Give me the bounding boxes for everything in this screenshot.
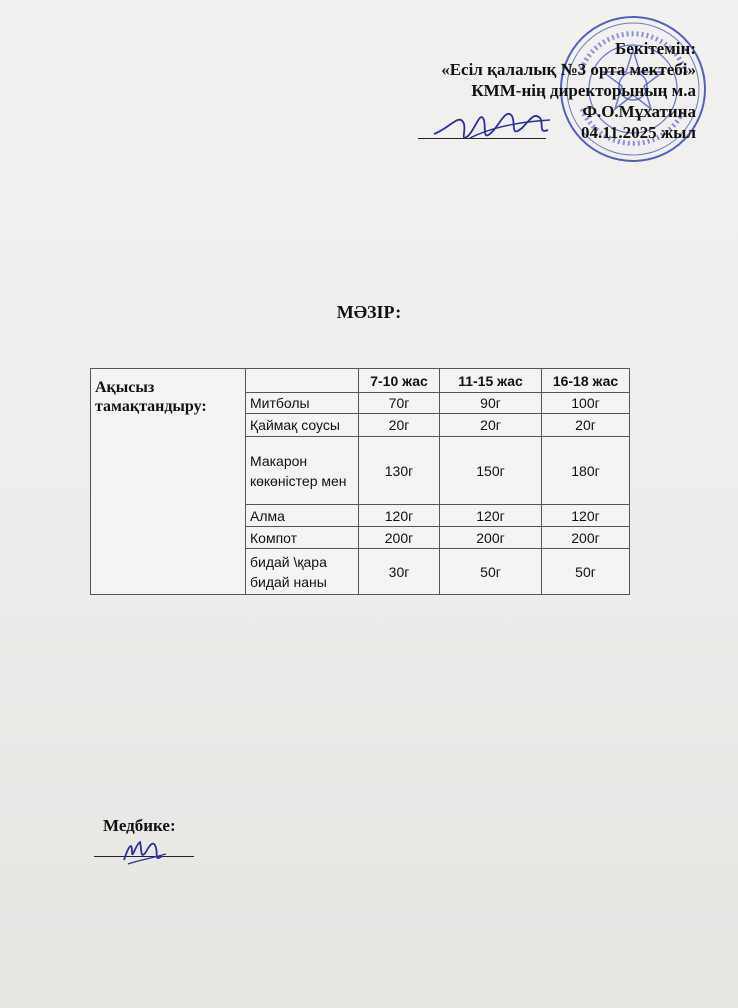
portion-cell: 20г	[359, 414, 440, 437]
header-cell: 16-18 жас	[542, 369, 630, 393]
portion-cell: 200г	[440, 527, 542, 549]
portion-cell: 20г	[440, 414, 542, 437]
approval-date: 04.11.2025 жыл	[581, 123, 696, 142]
dish-name: Компот	[246, 527, 359, 549]
portion-cell: 130г	[359, 437, 440, 505]
portion-cell: 200г	[359, 527, 440, 549]
portion-cell: 100г	[542, 393, 630, 414]
portion-cell: 20г	[542, 414, 630, 437]
portion-cell: 70г	[359, 393, 440, 414]
portion-cell: 90г	[440, 393, 542, 414]
director-name: Ф.О.Мұхатина	[582, 102, 696, 121]
nurse-label: Медбике:	[103, 816, 176, 835]
school-name: «Есіл қалалық №3 орта мектебі»	[441, 60, 696, 79]
portion-cell: 120г	[359, 505, 440, 527]
menu-category: Ақысыз тамақтандыру:	[91, 369, 246, 595]
portion-cell: 120г	[440, 505, 542, 527]
header-cell	[246, 369, 359, 393]
director-signature-icon	[430, 98, 560, 150]
dish-name: Макарон көкөністер мен	[246, 437, 359, 505]
header-cell: 11-15 жас	[440, 369, 542, 393]
dish-name: Қаймақ соусы	[246, 414, 359, 437]
portion-cell: 50г	[542, 549, 630, 595]
approval-heading: Бекітемін:	[615, 39, 696, 58]
portion-cell: 150г	[440, 437, 542, 505]
header-cell: 7-10 жас	[359, 369, 440, 393]
portion-cell: 50г	[440, 549, 542, 595]
dish-name: Митболы	[246, 393, 359, 414]
page-title: МӘЗІР:	[336, 302, 402, 322]
portion-cell: 30г	[359, 549, 440, 595]
table-header-row	[91, 369, 630, 393]
portion-cell: 200г	[542, 527, 630, 549]
director-title: КММ-нің директорының м.а	[471, 81, 696, 100]
portion-cell: 180г	[542, 437, 630, 505]
dish-name: бидай \қара бидай наны	[246, 549, 359, 595]
nurse-signature-icon	[118, 830, 170, 870]
menu-table	[90, 368, 630, 595]
dish-name: Алма	[246, 505, 359, 527]
portion-cell: 120г	[542, 505, 630, 527]
